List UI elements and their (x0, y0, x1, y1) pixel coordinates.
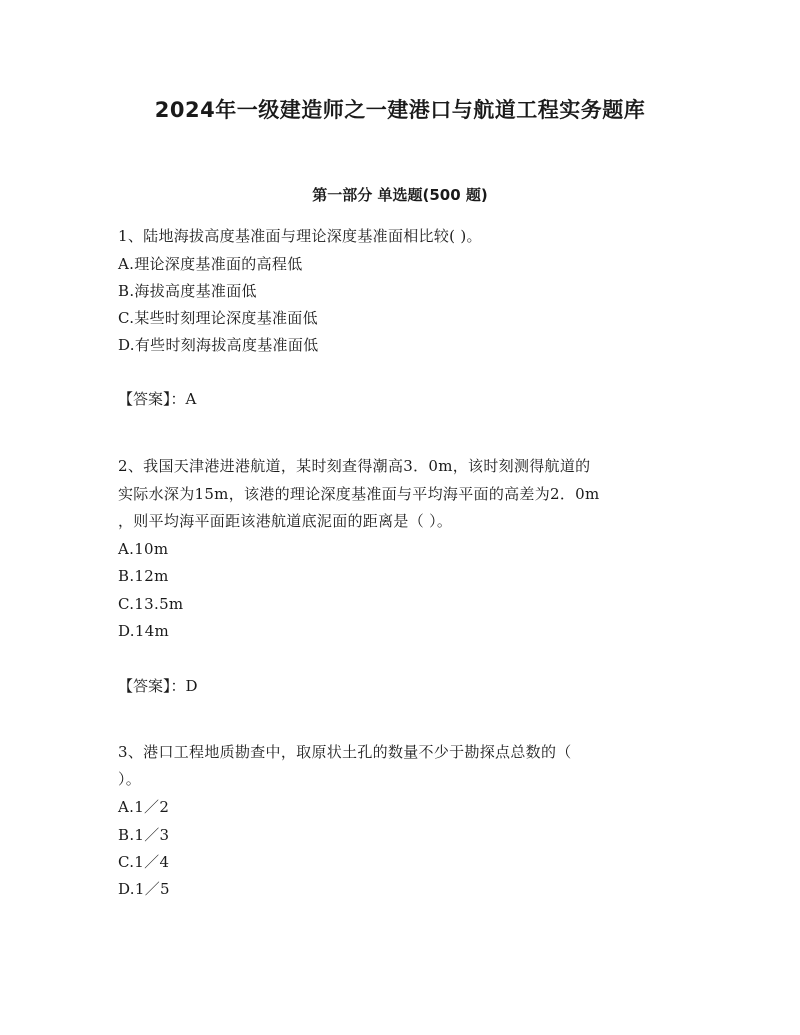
question-3-option-c: C.1／4 (118, 853, 170, 871)
section-heading: 第一部分 单选题(500 题) (312, 186, 488, 204)
document-title: 2024年一级建造师之一建港口与航道工程实务题库 (154, 98, 646, 122)
question-3-stem-line-1: 3、港口工程地质勘查中，取原状土孔的数量不少于勘探点总数的（ (118, 743, 572, 761)
question-1-answer: 【答案】：A (118, 390, 197, 408)
question-1-option-d: D.有些时刻海拔高度基准面低 (118, 336, 319, 354)
question-2-stem-line-3: ，则平均海平面距该港航道底泥面的距离是（ ）。 (118, 512, 453, 530)
question-2-stem-line-2: 实际水深为15m，该港的理论深度基准面与平均海平面的高差为2．0m (118, 485, 600, 503)
question-3-option-a: A.1／2 (118, 798, 170, 816)
question-2-option-d: D.14m (118, 622, 170, 640)
question-3-option-d: D.1／5 (118, 880, 170, 898)
question-2-option-c: C.13.5m (118, 595, 184, 613)
question-1-option-c: C.某些时刻理论深度基准面低 (118, 309, 318, 327)
question-2-answer: 【答案】：D (118, 677, 198, 695)
question-2-stem-line-1: 2、我国天津港进港航道，某时刻查得潮高3．0m，该时刻测得航道的 (118, 457, 591, 475)
question-1-option-b: B.海拔高度基准面低 (118, 282, 257, 300)
question-2-option-b: B.12m (118, 567, 169, 585)
question-1-option-a: A.理论深度基准面的高程低 (118, 255, 303, 273)
question-1-stem: 1、陆地海拔高度基准面与理论深度基准面相比较( )。 (118, 227, 482, 245)
question-3-stem-line-2: ）。 (118, 770, 142, 788)
question-2-option-a: A.10m (118, 540, 169, 558)
question-3-option-b: B.1／3 (118, 826, 170, 844)
